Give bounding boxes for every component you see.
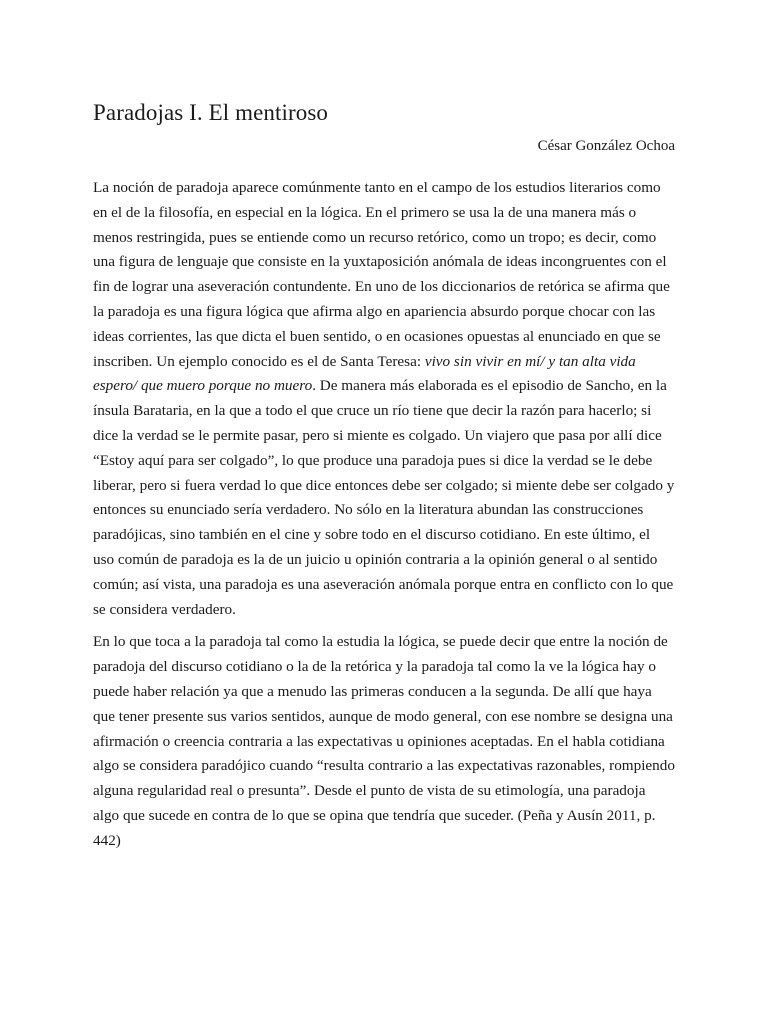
document-page bbox=[93, 96, 675, 854]
document-title: Paradojas I. El mentiroso bbox=[93, 100, 329, 125]
author-name: César González Ochoa bbox=[537, 138, 675, 154]
paragraph-1-text-a: La noción de paradoja aparece comúnmente tanto en el campo de los estudios literarios como en el de la filosofía, en especial en la lógica. En el primero se usa la de una manera más o menos restringida, pues se entiende como un recurso retórico, como un tropo; es decir, como una figura de lenguaje que consiste en la yuxtaposición anómala de ideas incongruentes con el fin de lograr una aseveración contundente. En uno de los diccionarios de retórica se afirma que la paradoja es una figura lógica que afirma algo en apariencia absurdo porque chocar con las ideas corrientes, las que dicta el buen sentido, o en ocasiones opuestas al enunciado en que se inscriben. Un ejemplo conocido es el de Santa Teresa: bbox=[93, 179, 670, 370]
paragraph-1 bbox=[93, 176, 675, 622]
paragraph-1-text-b: . De manera más elaborada es el episodio de Sancho, en la ínsula Barataria, en la que a todo el que cruce un río tiene que decir la razón para hacerlo; si dice la verdad se le permite pasar, pero si miente es colgado. Un viajero que pasa por allí dice “Estoy aquí para ser colgado”, lo que produce una paradoja pues si dice la verdad se le debe liberar, pero si fuera verdad lo que dice entonces debe ser colgado; si miente debe ser colgado y entonces su enunciado sería verdadero. No sólo en la literatura abundan las construcciones paradójicas, sino también en el cine y sobre todo en el discurso cotidiano. En este último, el uso común de paradoja es la de un juicio u opinión contraria a la opinión general o al sentido común; así vista, una paradoja es una aseveración anómala porque entra en conflicto con lo que se considera verdadero. bbox=[93, 377, 675, 618]
paragraph-2: En lo que toca a la paradoja tal como la estudia la lógica, se puede decir que entre la noción de paradoja del discurso cotidiano o la de la retórica y la paradoja tal como la ve la lógica hay o puede haber relación ya que a menudo las primeras conducen a la segunda. De allí que haya que tener presente sus varios sentidos, aunque de modo general, con ese nombre se designa una afirmación o creencia contraria a las expectativas u opiniones aceptadas. En el habla cotidiana algo se considera paradójico cuando “resulta contrario a las expectativas razonables, rompiendo alguna regularidad real o presunta”. Desde el punto de vista de su etimología, una paradoja algo que sucede en contra de lo que se opina que tendría que suceder. (Peña y Ausín 2011, p. 442) bbox=[93, 633, 675, 849]
poem-quote: vivo sin vivir en mí/ y tan alta vida espero/ que muero porque no muero bbox=[93, 352, 636, 395]
